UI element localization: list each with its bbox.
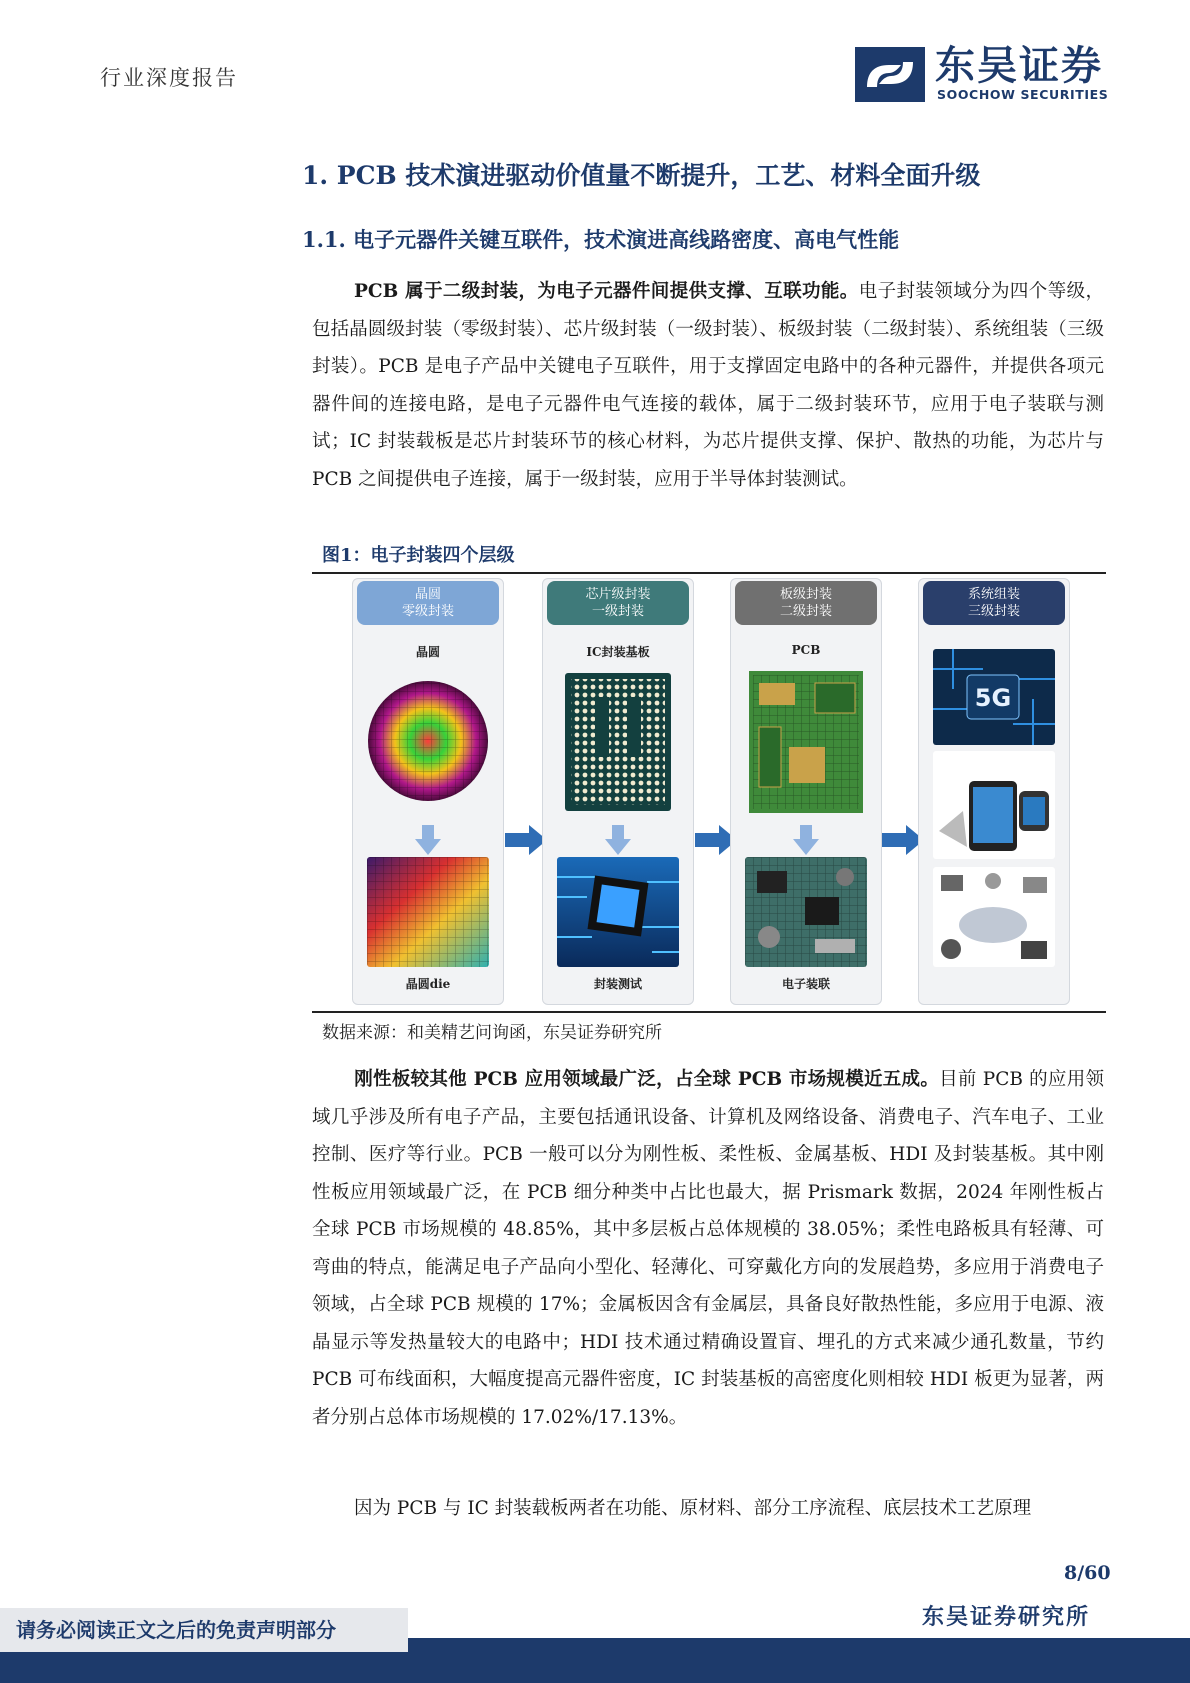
column-header: 板级封装 二级封装 xyxy=(735,581,877,625)
figure-bottom-rule xyxy=(312,1011,1106,1013)
arrow-down-icon xyxy=(415,825,441,855)
report-type-label: 行业深度报告 xyxy=(100,66,238,90)
paragraph-3 xyxy=(312,1490,1104,1528)
logo-chinese-name: 东吴证券 xyxy=(935,43,1103,89)
wafer-label: 晶圆 xyxy=(415,645,440,659)
paragraph-2-body: 目前 PCB 的应用领域几乎涉及所有电子产品，主要包括通讯设备、计算机及网络设备、消费电子、汽车电子、工业控制、医疗等行业。PCB 一般可以分为刚性板、柔性板、金属基板、HDI 及封装基板。其中刚性板应用领域最广泛，在 PCB 细分种类中占比也最大，据 Prismark 数据，2024 年刚性板占全球 PCB 市场规模的 48.85%，其中多层板占总体规模的 38.05%；柔性电路板具有轻薄、可弯曲的特点，能满足电子产品向小型化、轻薄化、可穿戴化方向的发展趋势，多应用于消费电子领域，占全球 PCB 规模的 17%；金属板因含有金属层，具备良好散热性能，多应用于电源、液晶显示等发热量较大的电路中；HDI 技术通过精确设置盲、埋孔的方式来减少通孔数量，节约 PCB 可布线面积，大幅度提高元器件密度，IC 封装基板的高密度化则相较 HDI 板更为显著，两者分别占总体市场规模的 17.02%/17.13%。 xyxy=(312,1069,1104,1428)
figure-title: 图1：电子封装四个层级 xyxy=(322,545,515,566)
5g-badge: 5G xyxy=(974,684,1012,712)
figure-source: 数据来源：和美精艺问询函，东吴证券研究所 xyxy=(322,1023,662,1043)
figure-top-rule xyxy=(312,572,1106,574)
electronic-assembly-label: 电子装联 xyxy=(781,977,830,991)
column-chip-level xyxy=(542,578,694,1005)
column-system-level xyxy=(918,578,1070,1005)
pcb-label: PCB xyxy=(791,643,821,657)
column-header: 系统组装 三级封装 xyxy=(923,581,1065,625)
packaging-test-label: 封装测试 xyxy=(593,977,642,991)
electronic-assembly-image xyxy=(745,857,867,967)
ic-substrate-image xyxy=(557,667,679,817)
paragraph-2 xyxy=(312,1061,1104,1436)
paragraph-1-body: 电子封装领域分为四个等级，包括晶圆级封装（零级封装）、芯片级封装（一级封装）、板级封装（二级封装）、系统组装（三级封装）。PCB 是电子产品中关键电子互联件，用于支撑固定电路中的各种元器件，并提供各项元器件间的连接电路，是电子元器件电气连接的载体，属于二级封装环节，应用于电子装联与测试；IC 封装载板是芯片封装环节的核心材料，为芯片提供支撑、保护、散热的功能，为芯片与 PCB 之间提供电子连接，属于一级封装，应用于半导体封装测试。 xyxy=(312,281,1104,490)
arrow-down-icon xyxy=(605,825,631,855)
pcb-image xyxy=(745,667,867,817)
column-wafer-level xyxy=(352,578,504,1005)
page-number: 8/60 xyxy=(1064,1562,1111,1584)
wafer-image xyxy=(367,667,489,817)
footer-firm-name: 东吴证券研究所 xyxy=(922,1604,1091,1630)
arrow-right-icon xyxy=(505,825,547,855)
section-heading: 1. PCB 技术演进驱动价值量不断提升，工艺、材料全面升级 xyxy=(302,161,981,190)
paragraph-2-lead: 刚性板较其他 PCB 应用领域最广泛，占全球 PCB 市场规模近五成。 xyxy=(354,1069,940,1090)
column-header: 芯片级封装 一级封装 xyxy=(547,581,689,625)
paragraph-1 xyxy=(312,273,1104,498)
5g-circuit-image xyxy=(933,649,1055,745)
packaging-test-image xyxy=(557,857,679,967)
system-products-image xyxy=(933,867,1055,967)
column-board-level xyxy=(730,578,882,1005)
paragraph-1-lead: PCB 属于二级封装，为电子元器件间提供支撑、互联功能。 xyxy=(354,281,859,302)
consumer-devices-image xyxy=(933,751,1055,859)
disclaimer-notice: 请务必阅读正文之后的免责声明部分 xyxy=(0,1608,408,1652)
wafer-die-image xyxy=(367,857,489,967)
subsection-heading: 1.1. 电子元器件关键互联件，技术演进高线路密度、高电气性能 xyxy=(302,227,900,252)
soochow-logo-icon xyxy=(855,47,925,102)
column-header: 晶圆 零级封装 xyxy=(357,581,499,625)
packaging-levels-figure xyxy=(352,578,1072,1003)
ic-substrate-label: IC封装基板 xyxy=(586,645,650,659)
paragraph-3-body: 因为 PCB 与 IC 封装载板两者在功能、原材料、部分工序流程、底层技术工艺原理 xyxy=(354,1498,1032,1519)
wafer-die-label: 晶圆die xyxy=(405,977,451,991)
company-logo xyxy=(855,43,1109,104)
arrow-down-icon xyxy=(793,825,819,855)
logo-english-name: SOOCHOW SECURITIES xyxy=(937,87,1109,102)
